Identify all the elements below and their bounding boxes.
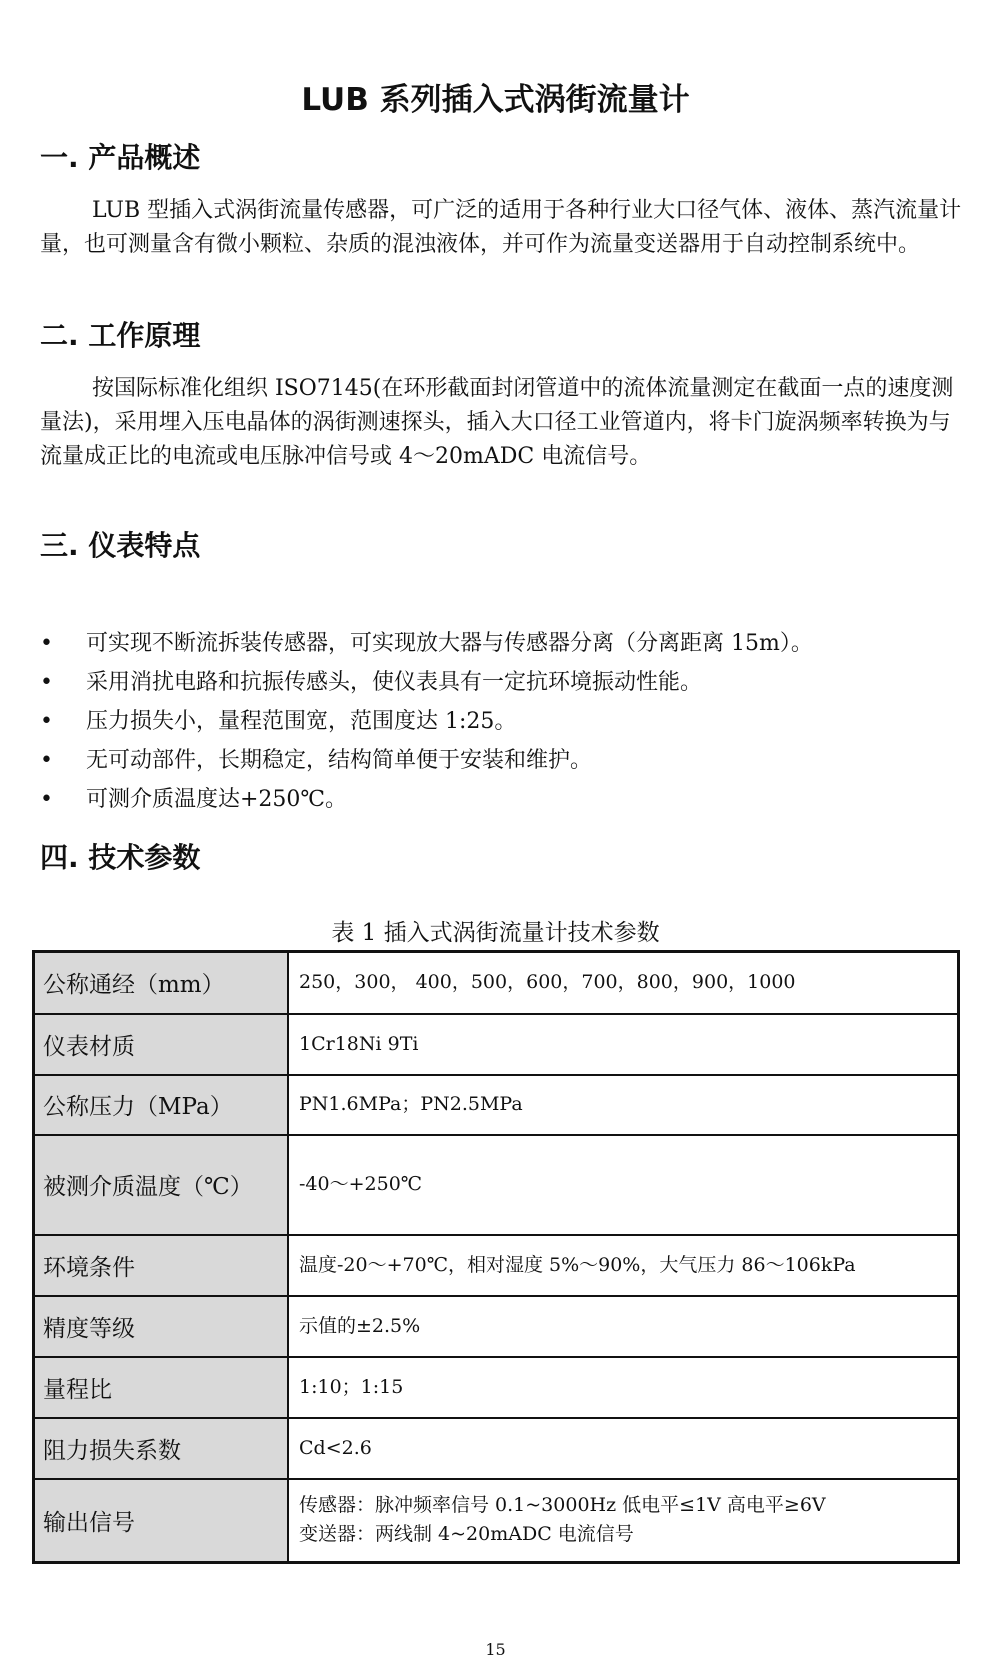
section-heading-features: 三. 仪表特点 bbox=[40, 529, 201, 562]
row-label: 阻力损失系数 bbox=[34, 1418, 289, 1479]
bullet-icon: • bbox=[40, 748, 53, 773]
output-signal-sensor: 传感器：脉冲频率信号 0.1~3000Hz 低电平≤1V 高电平≥6V bbox=[299, 1494, 826, 1517]
overview-paragraph: LUB 型插入式涡街流量传感器，可广泛的适用于各种行业大口径气体、液体、蒸汽流量计量，也可测量含有微小颗粒、杂质的混浊液体，并可作为流量变送器用于自动控制系统中。 bbox=[40, 198, 962, 257]
list-item bbox=[40, 663, 970, 702]
table-row bbox=[34, 1357, 959, 1418]
page-number: 15 bbox=[485, 1640, 506, 1659]
table-row bbox=[34, 1135, 959, 1235]
feature-text: 可测介质温度达+250℃。 bbox=[86, 787, 348, 812]
principle-paragraph: 按国际标准化组织 ISO7145(在环形截面封闭管道中的流体流量测定在截面一点的速度测量法)，采用埋入压电晶体的涡街测速探头，插入大口径工业管道内，将卡门旋涡频率转换为与流量成正比的电流或电压脉冲信号或 4～20mADC 电流信号。 bbox=[40, 376, 954, 469]
row-value: 250，300， 400，500，600，700，800，900，1000 bbox=[288, 952, 959, 1014]
row-value: 1Cr18Ni 9Ti bbox=[288, 1014, 959, 1075]
row-label: 量程比 bbox=[34, 1357, 289, 1418]
feature-text: 采用消扰电路和抗振传感头，使仪表具有一定抗环境振动性能。 bbox=[86, 670, 703, 695]
bullet-icon: • bbox=[40, 631, 53, 656]
row-value: 1:10；1:15 bbox=[288, 1357, 959, 1418]
section-heading-specs: 四. 技术参数 bbox=[40, 841, 201, 874]
row-label: 环境条件 bbox=[34, 1235, 289, 1296]
bullet-icon: • bbox=[40, 787, 53, 812]
table-row bbox=[34, 1014, 959, 1075]
table-row bbox=[34, 1075, 959, 1135]
feature-list bbox=[40, 624, 970, 819]
list-item bbox=[40, 741, 970, 780]
list-item bbox=[40, 624, 970, 663]
table-row bbox=[34, 1418, 959, 1479]
list-item bbox=[40, 702, 970, 741]
feature-text: 压力损失小，量程范围宽，范围度达 1:25。 bbox=[86, 709, 517, 734]
table-row bbox=[34, 952, 959, 1014]
table-caption: 表 1 插入式涡街流量计技术参数 bbox=[331, 920, 660, 946]
bullet-icon: • bbox=[40, 670, 53, 695]
row-label: 仪表材质 bbox=[34, 1014, 289, 1075]
table-row bbox=[34, 1479, 959, 1563]
row-value: 示值的±2.5% bbox=[288, 1296, 959, 1357]
row-label: 输出信号 bbox=[34, 1479, 289, 1563]
row-value: Cd<2.6 bbox=[288, 1418, 959, 1479]
output-signal-transmitter: 变送器：两线制 4~20mADC 电流信号 bbox=[299, 1523, 634, 1546]
row-value: -40～+250℃ bbox=[288, 1135, 959, 1235]
list-item bbox=[40, 780, 970, 819]
row-label: 精度等级 bbox=[34, 1296, 289, 1357]
row-value bbox=[288, 1479, 959, 1563]
row-value: 温度-20～+70℃，相对湿度 5%～90%，大气压力 86～106kPa bbox=[288, 1235, 959, 1296]
bullet-icon: • bbox=[40, 709, 53, 734]
section-heading-overview: 一. 产品概述 bbox=[40, 141, 201, 174]
row-label: 公称通经（mm） bbox=[34, 952, 289, 1014]
table-row bbox=[34, 1235, 959, 1296]
feature-text: 可实现不断流拆装传感器，可实现放大器与传感器分离（分离距离 15m）。 bbox=[86, 631, 813, 656]
row-label: 公称压力（MPa） bbox=[34, 1075, 289, 1135]
feature-text: 无可动部件，长期稳定，结构简单便于安装和维护。 bbox=[86, 748, 593, 773]
row-label: 被测介质温度（℃） bbox=[34, 1135, 289, 1235]
row-value: PN1.6MPa；PN2.5MPa bbox=[288, 1075, 959, 1135]
table-row bbox=[34, 1296, 959, 1357]
section-heading-principle: 二. 工作原理 bbox=[40, 319, 201, 352]
document-title: LUB 系列插入式涡街流量计 bbox=[301, 82, 690, 118]
spec-table bbox=[32, 950, 960, 1564]
